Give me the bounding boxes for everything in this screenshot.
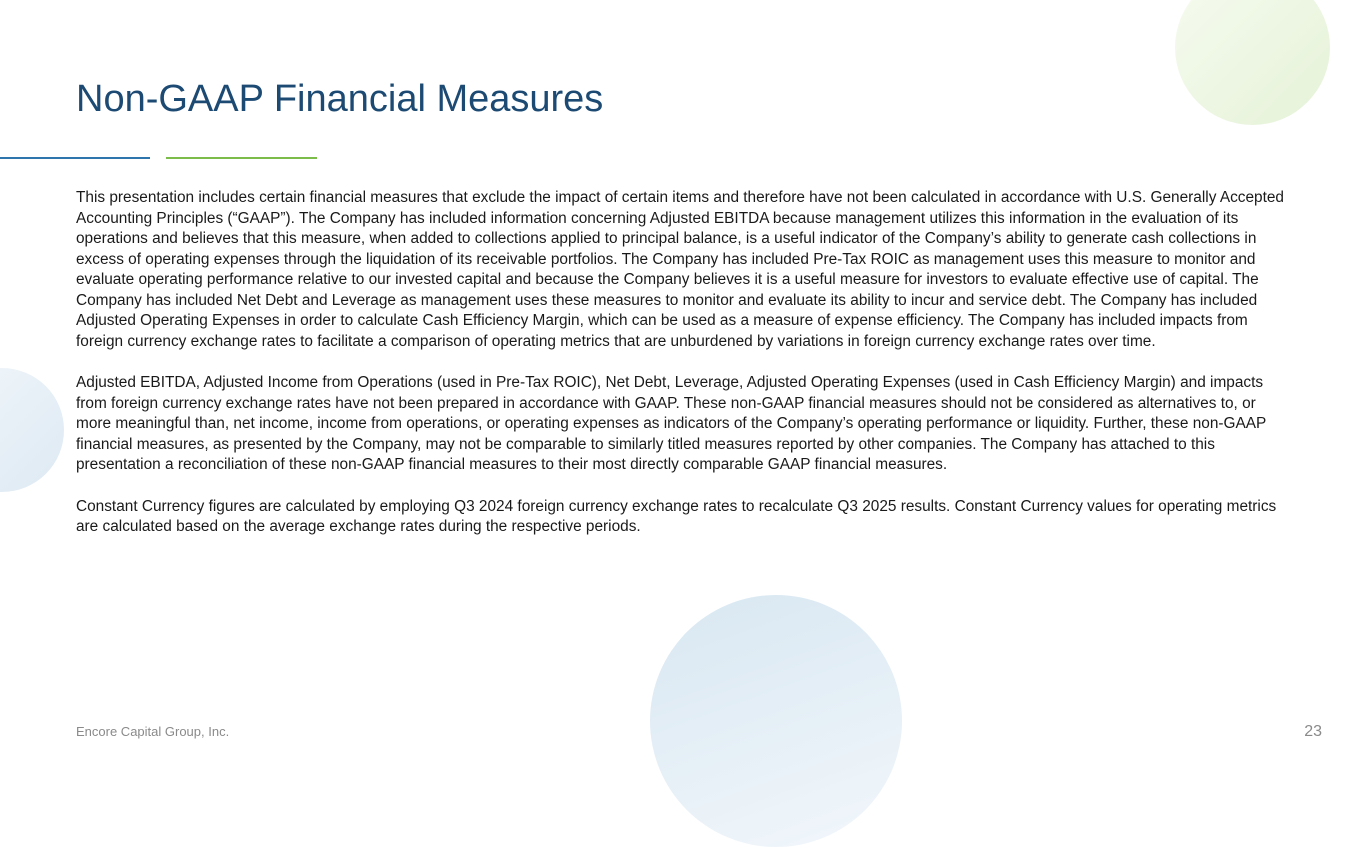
- decorative-circle-bottom: [650, 595, 902, 847]
- paragraph-constant-currency: Constant Currency figures are calculated by employing Q3 2024 foreign currency exchange rates to recalculate Q3 2025 results. Constant Currency values for operating metrics are calculated based on the average exchange rates during the respective periods.: [76, 497, 1277, 535]
- page-number: 23: [1304, 723, 1322, 740]
- slide-body: [76, 188, 1291, 559]
- slide-title: Non-GAAP Financial Measures: [76, 78, 604, 120]
- footer-company-name: Encore Capital Group, Inc.: [76, 724, 230, 739]
- paragraph-non-gaap-disclaimer: Adjusted EBITDA, Adjusted Income from Operations (used in Pre-Tax ROIC), Net Debt, Leverage, Adjusted Operating Expenses (used in Cash Efficiency Margin) and impacts from foreign currency exchange rates have not been prepared in accordance with GAAP. These non-GAAP financial measures should not be considered as alternatives to, or more meaningful than, net income, income from operations, or operating expenses as indicators of the Company’s operating performance or liquidity. Further, these non-GAAP financial measures, as presented by the Company, may not be comparable to similarly titled measures reported by other companies. The Company has attached to this presentation a reconciliation of these non-GAAP financial measures to their most directly comparable GAAP financial measures.: [76, 374, 1266, 473]
- decorative-circle-left: [0, 368, 64, 492]
- title-underline-blue: [0, 157, 150, 159]
- decorative-circle-top-right: [1175, 0, 1330, 125]
- paragraph-non-gaap-overview: This presentation includes certain financial measures that exclude the impact of certain items and therefore have not been calculated in accordance with U.S. Generally Accepted Accounting Principles (“GAAP”). The Company has included information concerning Adjusted EBITDA because management utilizes this information in the evaluation of its operations and believes that this measure, when added to collections applied to principal balance, is a useful indicator of the Company’s ability to generate cash collections in excess of operating expenses through the liquidation of its receivable portfolios. The Company has included Pre-Tax ROIC as management uses this measure to monitor and evaluate operating performance relative to our invested capital and because the Company believes it is a useful measure for investors to evaluate effective use of capital. The Company has included Net Debt and Leverage as management uses these measures to monitor and evaluate its ability to incur and service debt. The Company has included Adjusted Operating Expenses in order to calculate Cash Efficiency Margin, which can be used as a measure of expense efficiency. The Company has included impacts from foreign currency exchange rates to facilitate a comparison of operating metrics that are unburdened by variations in foreign currency exchange rates over time.: [76, 189, 1284, 350]
- title-underline-green: [166, 157, 317, 159]
